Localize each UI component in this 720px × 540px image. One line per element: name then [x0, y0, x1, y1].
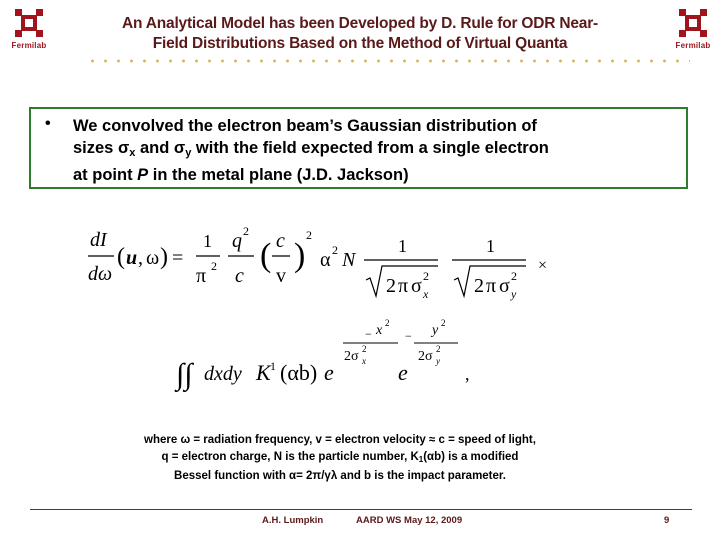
sigma-symbol: σ [117, 139, 130, 157]
eq-sub-y: y [436, 356, 440, 366]
eq-2sigma: 2σ [418, 349, 433, 364]
defs-line-2 [60, 449, 620, 469]
bullet-line-1: We convolved the electron beam’s Gaussian distribution of [73, 117, 537, 135]
title-line-2: Field Distributions Based on the Method of Virtual Quanta [152, 35, 568, 52]
point-p: P [137, 166, 149, 184]
bullet-text [73, 115, 673, 186]
eq-exp-2: 2 [211, 259, 217, 273]
eq-alpha: α [320, 249, 331, 271]
eq-two: 2 [474, 275, 484, 297]
eq-exp-2: 2 [423, 269, 429, 283]
eq-exp-2: 2 [436, 344, 441, 354]
eq-pi: π [196, 265, 207, 287]
eq-e: e [398, 360, 408, 385]
eq-pi: π [486, 275, 497, 297]
eq-equals: = [172, 247, 184, 269]
eq-dI: dI [90, 229, 107, 251]
text-span: in the metal plane (J.D. Jackson) [148, 166, 409, 184]
eq-q: q [232, 230, 242, 252]
eq-domega: dω [88, 263, 113, 285]
defs-line-3: Bessel function with α= 2π/γλ and b is the impact parameter. [174, 470, 506, 482]
eq-exp-2: 2 [306, 228, 312, 242]
text-span: with the field expected from a single electron [191, 139, 549, 157]
eq-u: u [126, 247, 138, 269]
eq-v: v [276, 265, 286, 287]
eq-one: 1 [203, 231, 212, 251]
footer-event: AARD WS May 12, 2009 [356, 515, 463, 526]
eq-paren: ) [160, 244, 168, 270]
subscript-y: y [185, 147, 192, 159]
eq-K-sub: 1 [270, 359, 276, 373]
subscript-x: x [129, 147, 136, 159]
eq-two: 2 [386, 275, 396, 297]
page-number: 9 [664, 515, 670, 526]
text-span: at point [73, 166, 138, 184]
logo-text: Fermilab [11, 41, 47, 50]
eq-c: c [276, 230, 285, 252]
logo-text: Fermilab [675, 41, 711, 50]
title-line-1: An Analytical Model has been Developed by D. Rule for ODR Near- [121, 15, 599, 32]
eq-c: c [235, 265, 244, 287]
eq-times: × [538, 257, 548, 274]
eq-K: K [256, 360, 271, 385]
eq-exp-2: 2 [385, 318, 390, 328]
eq-paren: ( [260, 237, 272, 274]
eq-comma: , [138, 247, 143, 269]
fermilab-logo-icon [12, 6, 46, 40]
eq-alphab: (αb) [280, 360, 318, 385]
eq-minus: − [365, 327, 372, 341]
bullet-marker: • [45, 115, 51, 132]
eq-exp-2: 2 [362, 344, 367, 354]
equation [80, 222, 560, 402]
fermilab-logo-left [4, 6, 54, 50]
eq-e: e [324, 360, 334, 385]
decorative-dot-divider [86, 58, 690, 64]
equation-svg [80, 222, 560, 402]
bullet-line-2 [73, 137, 673, 164]
bullet-line-3 [73, 164, 673, 186]
eq-exp-2: 2 [441, 318, 446, 328]
eq-dxdy: dxdy [204, 363, 242, 385]
eq-N: N [342, 249, 356, 271]
eq-2sigma: 2σ [344, 349, 359, 364]
footer-divider [30, 509, 692, 510]
fermilab-logo-right [668, 6, 718, 50]
eq-exp-2: 2 [332, 243, 338, 257]
eq-y: y [432, 323, 439, 338]
eq-one: 1 [486, 236, 495, 256]
eq-one: 1 [398, 236, 407, 256]
footer-author: A.H. Lumpkin [262, 515, 324, 526]
eq-integral: ∫∫ [176, 358, 193, 391]
eq-minus: − [405, 329, 412, 343]
fermilab-logo-icon [676, 6, 710, 40]
eq-exp-2: 2 [243, 224, 249, 238]
defs-line-1: where ω = radiation frequency, v = electron velocity ≈ c = speed of light, [144, 434, 536, 446]
eq-paren: ) [294, 237, 306, 274]
eq-x: x [376, 323, 383, 338]
definitions-text [60, 432, 620, 485]
eq-pi: π [398, 275, 409, 297]
text-span: q = electron charge, N is the particle number, K [161, 450, 419, 463]
text-span: (αb) is a modified [423, 450, 519, 463]
slide-title [70, 14, 650, 54]
eq-exp-2: 2 [511, 269, 517, 283]
sigma-symbol: σ [173, 139, 186, 157]
text-span: sizes [73, 139, 118, 157]
eq-comma: , [465, 364, 470, 384]
eq-sigma: σ [499, 275, 510, 297]
eq-sub-x: x [423, 287, 429, 301]
eq-sigma: σ [411, 275, 422, 297]
subscript-1: 1 [418, 454, 424, 464]
eq-sub-y: y [511, 287, 517, 301]
bullet-box [29, 107, 688, 189]
eq-omega: ω [146, 247, 160, 269]
eq-paren: ( [117, 244, 125, 270]
text-span: and [135, 139, 174, 157]
eq-sub-x: x [362, 356, 366, 366]
